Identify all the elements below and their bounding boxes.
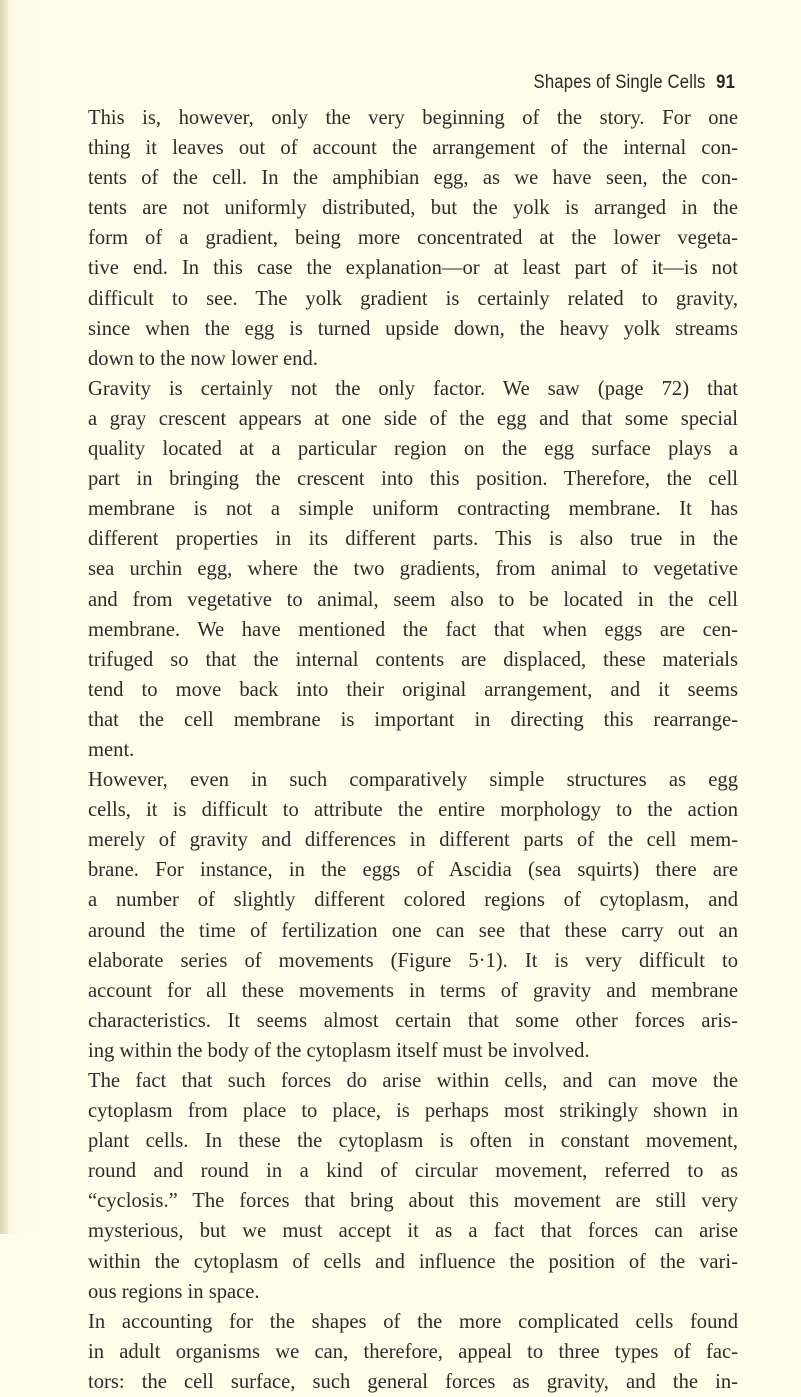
text-line: tend to move back into their original arrangement, and it seems	[88, 678, 738, 701]
text-line: that the cell membrane is important in directing this rearrange-	[88, 708, 738, 731]
text-line: a gray crescent appears at one side of the egg and that some special	[88, 407, 738, 430]
text-line: ous regions in space.	[88, 1280, 260, 1303]
text-line: Gravity is certainly not the only factor. We saw (page 72) that	[88, 377, 738, 400]
text-line: sea urchin egg, where the two gradients, from animal to vegetative	[88, 558, 738, 581]
text-line: round and round in a kind of circular movement, referred to as	[88, 1160, 738, 1183]
text-line: brane. For instance, in the eggs of Ascidia (sea squirts) there are	[88, 859, 738, 882]
text-line: since when the egg is turned upside down, the heavy yolk streams	[88, 317, 738, 340]
text-line: within the cytoplasm of cells and influence the position of the vari-	[88, 1250, 738, 1273]
text-line: However, even in such comparatively simple structures as egg	[88, 769, 738, 792]
text-line: a number of slightly different colored regions of cytoplasm, and	[88, 889, 738, 912]
text-line: mysterious, but we must accept it as a fact that forces can arise	[88, 1220, 738, 1243]
text-line: elaborate series of movements (Figure 5·1). It is very difficult to	[88, 949, 738, 972]
text-line: trifuged so that the internal contents are displaced, these materials	[88, 648, 738, 671]
text-line: thing it leaves out of account the arrangement of the internal con-	[88, 137, 738, 160]
text-line: membrane is not a simple uniform contracting membrane. It has	[88, 498, 738, 521]
running-header	[533, 72, 735, 94]
text-line: tents of the cell. In the amphibian egg, as we have seen, the con-	[88, 167, 738, 190]
page-number: 91	[716, 72, 735, 93]
text-line: tents are not uniformly distributed, but the yolk is arranged in the	[88, 197, 738, 220]
paragraph	[88, 765, 738, 1066]
paragraph	[88, 1066, 738, 1307]
paragraph	[88, 103, 738, 374]
text-line: tors: the cell surface, such general forces as gravity, and the in-	[88, 1370, 738, 1393]
text-line: membrane. We have mentioned the fact that when eggs are cen-	[88, 618, 738, 641]
text-line: In accounting for the shapes of the more complicated cells found	[88, 1310, 738, 1333]
text-line: tive end. In this case the explanation—or at least part of it—is not	[88, 257, 738, 280]
text-line: ing within the body of the cytoplasm itself must be involved.	[88, 1039, 590, 1062]
text-line: difficult to see. The yolk gradient is certainly related to gravity,	[88, 287, 738, 310]
paragraph	[88, 1307, 738, 1397]
text-line: merely of gravity and differences in different parts of the cell mem-	[88, 829, 738, 852]
text-line: cytoplasm from place to place, is perhaps most strikingly shown in	[88, 1100, 738, 1123]
text-line: down to the now lower end.	[88, 347, 318, 370]
text-line: account for all these movements in terms of gravity and membrane	[88, 979, 738, 1002]
text-line: part in bringing the crescent into this position. Therefore, the cell	[88, 468, 738, 491]
text-line: and from vegetative to animal, seem also to be located in the cell	[88, 588, 738, 611]
text-line: ment.	[88, 738, 135, 761]
paragraph	[88, 374, 738, 765]
text-line: The fact that such forces do arise within cells, and can move the	[88, 1070, 738, 1092]
text-line: in adult organisms we can, therefore, appeal to three types of fac-	[88, 1340, 738, 1363]
text-line: quality located at a particular region on the egg surface plays a	[88, 438, 738, 461]
text-line: characteristics. It seems almost certain that some other forces aris-	[88, 1009, 738, 1032]
text-line: around the time of fertilization one can see that these carry out an	[88, 919, 738, 942]
page-spine-edge	[0, 0, 8, 1234]
text-line: cells, it is difficult to attribute the entire morphology to the action	[88, 799, 738, 822]
text-line: form of a gradient, being more concentrated at the lower vegeta-	[88, 227, 738, 250]
text-line: “cyclosis.” The forces that bring about this movement are still very	[88, 1190, 738, 1213]
body-text	[88, 103, 738, 1397]
text-line: This is, however, only the very beginning of the story. For one	[88, 107, 738, 129]
text-line: different properties in its different parts. This is also true in the	[88, 528, 738, 551]
text-line: plant cells. In these the cytoplasm is often in constant movement,	[88, 1130, 738, 1153]
running-title: Shapes of Single Cells	[533, 72, 706, 93]
